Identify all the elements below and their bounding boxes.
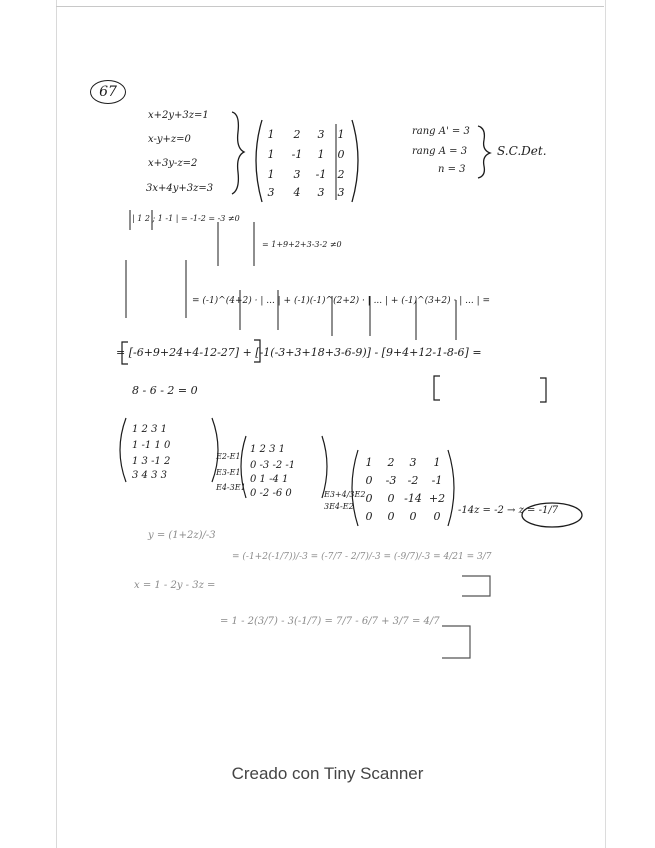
row-op-3: E4-3E1 <box>216 483 246 492</box>
system-classification: S.C.Det. <box>497 144 547 158</box>
equation-2: x-y+z=0 <box>148 134 191 145</box>
x-steps: = 1 - 2(3/7) - 3(-1/7) = 7/7 - 6/7 + 3/7 = 4/7 <box>220 616 440 627</box>
scanned-page: 67 x+2y+3z=1 x-y+z=0 x+3y-z=2 3x+4y+3z=3 1 2 3 1 1 -1 1 0 1 3 -1 2 3 4 3 3 rang A' = 3 rang A = 3 n = 3 S.C.Det. | 1 2 ; 1 -1 | = -1-2 = -3 ≠0 = 1+9+2+3-3-2 ≠0 = (-1)^(4+2) · | ... | + (-1)(-1)^(2+2) · | ... | + (-1)^(3+2) · | ... | = = [-6+9+24+4-12-27] + [-1(-3+3+18+3-6-9)] - [9+4+12-1-8-6] = 8 - 6 - 2 = 0 E2-E1 E3-E1 E4-3E1 E3+4/3E2 3E4-E2 1 2 3 1 0 -3 -2 -1 0 0 -14 +2 0 0 0 0 -14z = -2 → z = -1/7 y = (1+2z)/-3 = (-1+2(-1/7))/-3 = (-7/7 - 2/7)/-3 = (-9/7)/-3 = 4/21 = 3/7 x = 1 - 2y - 3z = = 1 - 2(3/7) - 3(-1/7) = 7/7 - 6/7 + 3/7 = 4/7 1 2 3 1 1 -1 1 0 1 3 -1 2 3 4 3 3 1 2 3 1 0 -3 -2 -1 0 1 -4 1 0 -2 -6 0 Creado con Tiny Scanner <box>0 0 655 848</box>
svg-text:0 1 -4 1: 0 1 -4 1 <box>250 474 289 485</box>
svg-text:0 -3 -2 -1: 0 -3 -2 -1 <box>250 460 296 471</box>
scanner-watermark: Creado con Tiny Scanner <box>231 764 424 783</box>
equation-1: x+2y+3z=1 <box>148 110 209 121</box>
row-op-1: E2-E1 <box>216 452 241 461</box>
row-op-2: E3-E1 <box>216 468 241 477</box>
svg-text:1 -1 1 0: 1 -1 1 0 <box>132 440 171 451</box>
det4-expansion: = (-1)^(4+2) · | ... | + (-1)(-1)^(2+2) · | ... | + (-1)^(3+2) · | ... | = <box>192 296 491 306</box>
svg-text:1 2 3 1: 1 2 3 1 <box>250 444 285 455</box>
minor-2x2: | 1 2 ; 1 -1 | = -1-2 = -3 ≠0 <box>132 214 240 223</box>
svg-text:1 3 -1 2: 1 3 -1 2 <box>132 456 171 467</box>
det4-line2: 8 - 6 - 2 = 0 <box>132 384 198 397</box>
x-formula: x = 1 - 2y - 3z = <box>134 580 216 591</box>
rank-coefficient: rang A = 3 <box>412 146 468 157</box>
problem-number: 67 <box>90 80 126 104</box>
z-solution: -14z = -2 → z = -1/7 <box>458 505 559 516</box>
svg-text:1 2 3 1: 1 2 3 1 <box>132 424 167 435</box>
row-op-5: 3E4-E2 <box>324 502 354 511</box>
unknowns-count: n = 3 <box>438 164 466 175</box>
y-steps: = (-1+2(-1/7))/-3 = (-7/7 - 2/7)/-3 = (-9/7)/-3 = 4/21 = 3/7 <box>232 552 492 562</box>
y-formula: y = (1+2z)/-3 <box>148 530 216 541</box>
svg-text:0 -2 -6 0: 0 -2 -6 0 <box>250 488 292 499</box>
svg-text:3 4 3 3: 3 4 3 3 <box>132 470 167 481</box>
equation-4: 3x+4y+3z=3 <box>146 183 214 194</box>
row-op-4: E3+4/3E2 <box>324 490 366 499</box>
det4-line1: = [-6+9+24+4-12-27] + [-1(-3+3+18+3-6-9)] - [9+4+12-1-8-6] = <box>116 346 482 359</box>
rank-augmented: rang A' = 3 <box>412 126 470 137</box>
equation-3: x+3y-z=2 <box>148 158 198 169</box>
minor-3x3: = 1+9+2+3-3-2 ≠0 <box>262 240 342 249</box>
